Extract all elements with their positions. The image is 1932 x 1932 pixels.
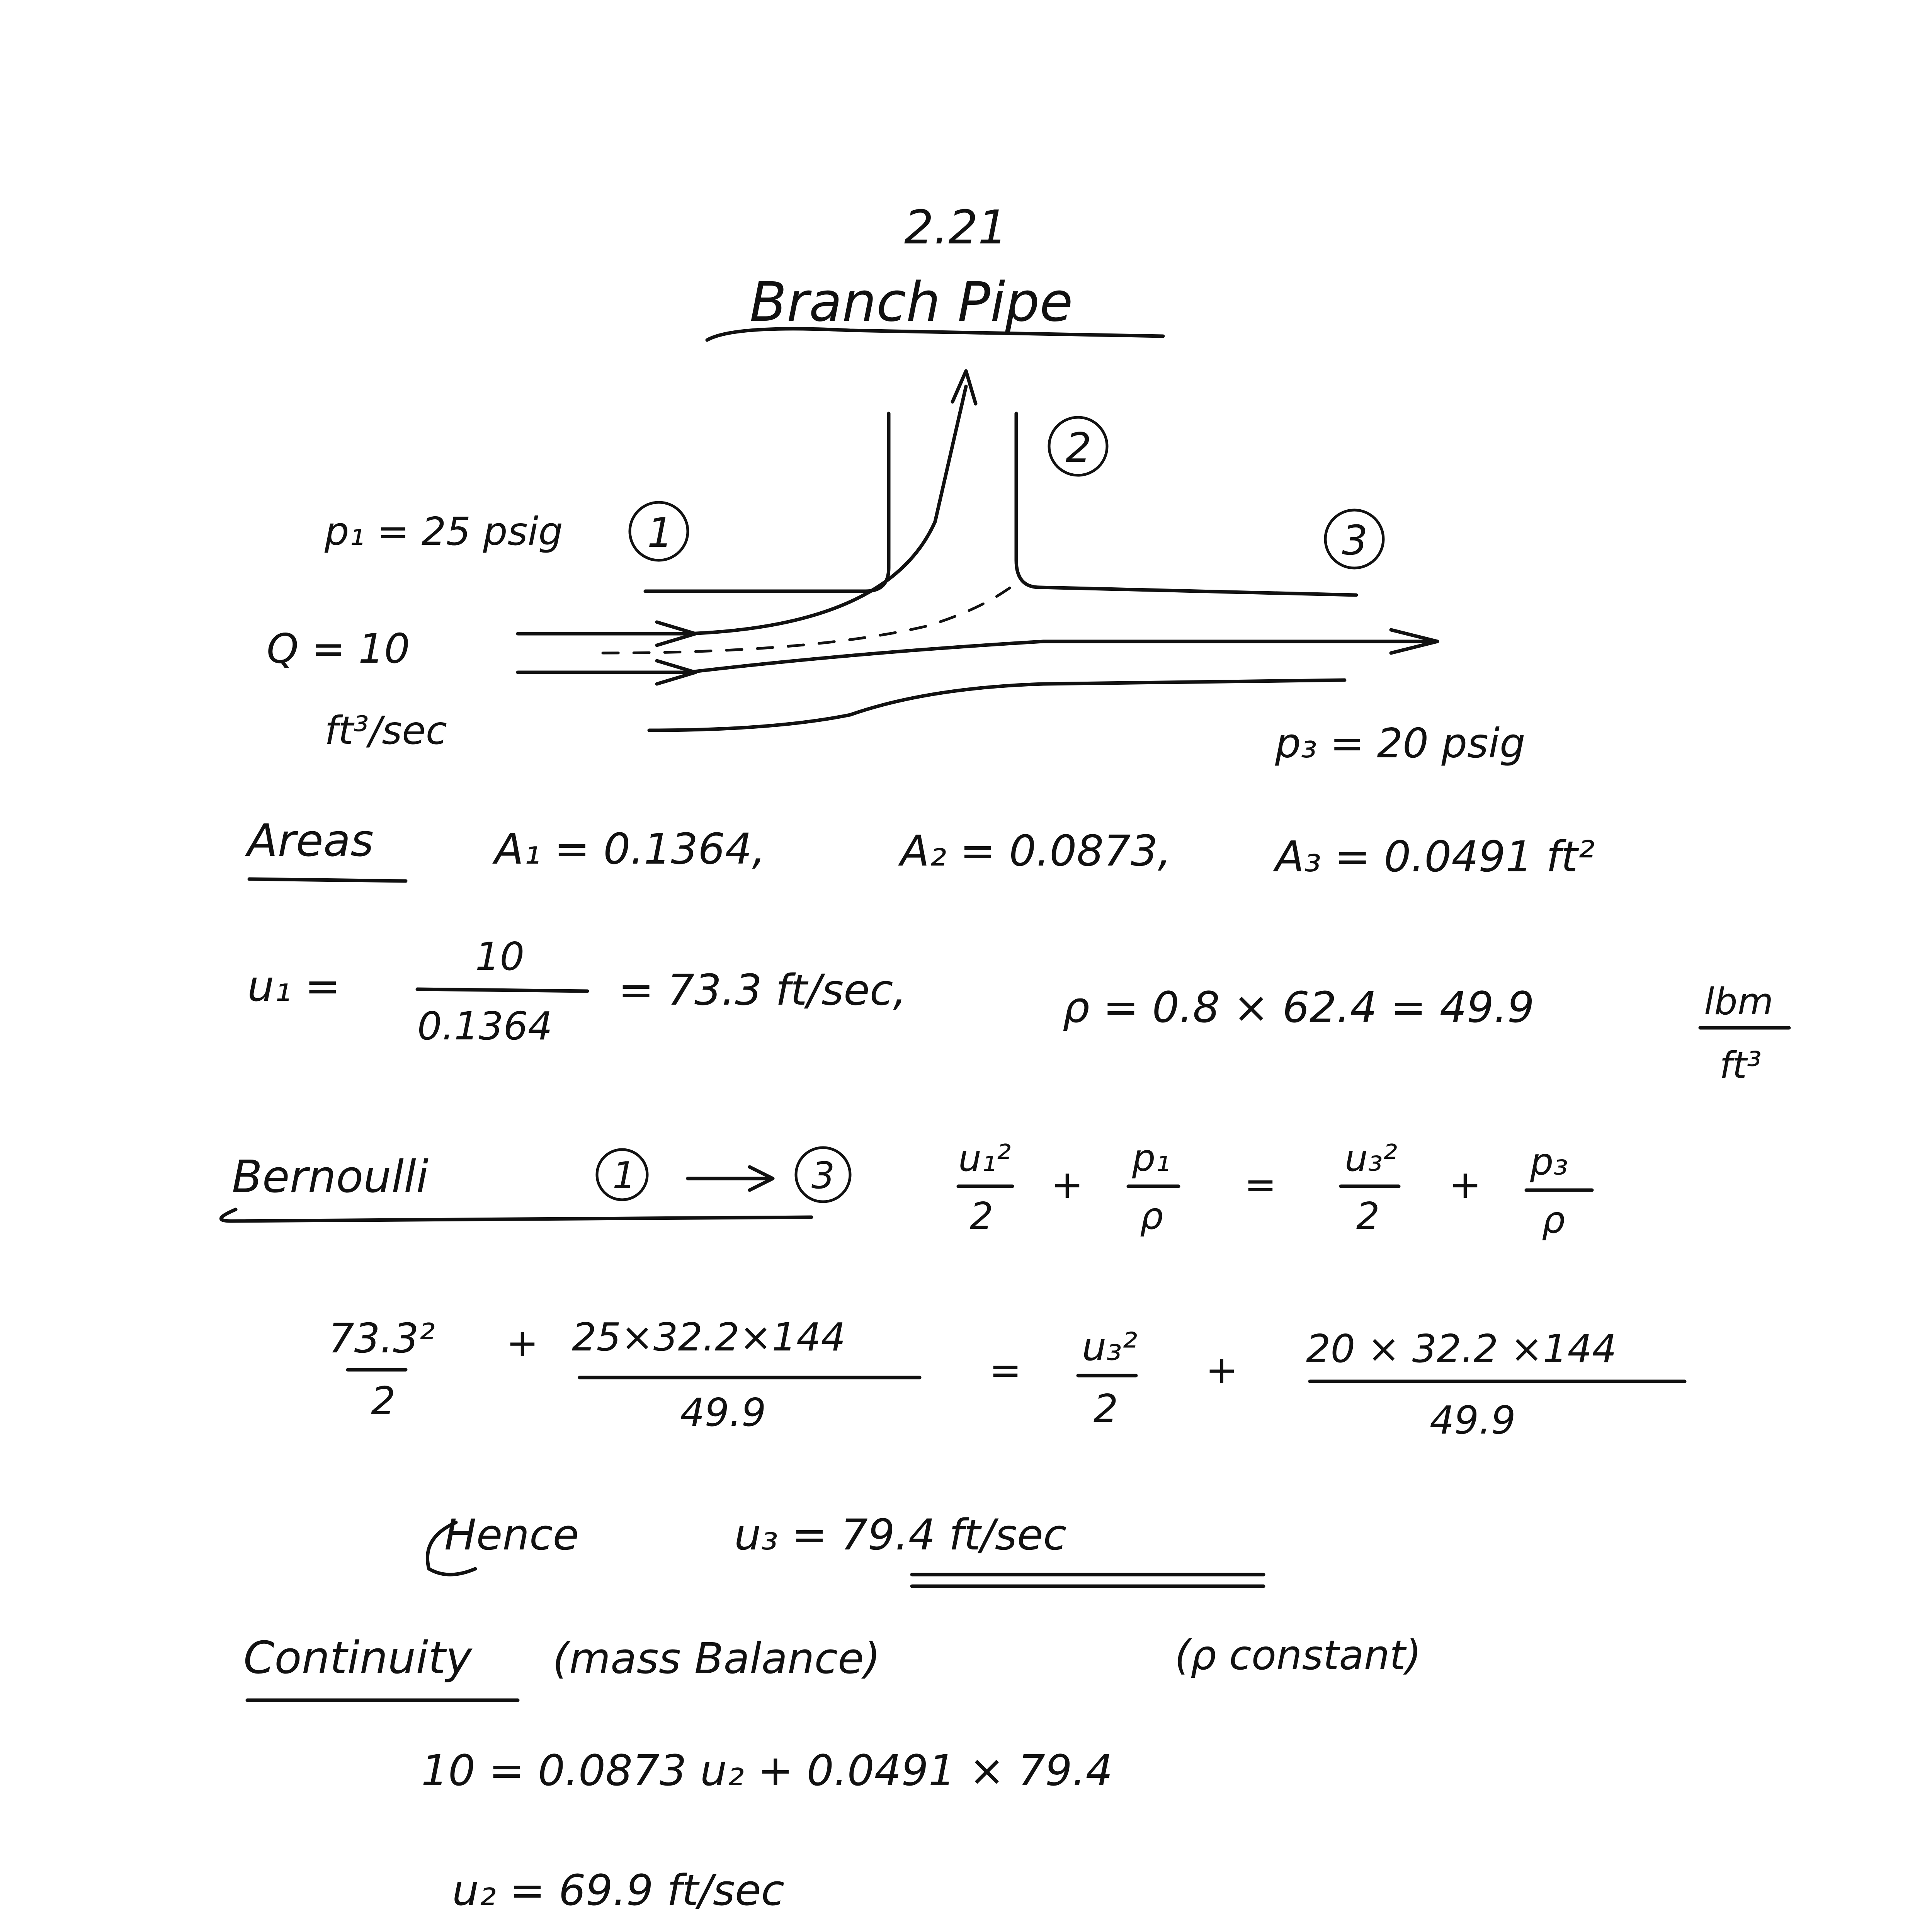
continuity-note: (mass Balance)	[553, 1634, 881, 1683]
u1-denominator: 0.1364	[417, 1003, 553, 1049]
area-a1: A₁ = 0.1364,	[495, 824, 766, 874]
page-title: Branch Pipe	[750, 271, 1073, 334]
b13-t3-den: 2	[1356, 1195, 1380, 1238]
b13-plus2: +	[1449, 1162, 1481, 1207]
station-3-label: 3	[1342, 517, 1368, 564]
station-1-label: 1	[647, 509, 673, 556]
continuity-heading: Continuity	[243, 1632, 472, 1684]
b13n-t2-num: 25×32.2×144	[572, 1315, 846, 1360]
b13n-plus1: +	[506, 1320, 539, 1366]
p1-label: p₁ = 25 psig	[325, 509, 563, 554]
continuity-note-2: (ρ constant)	[1175, 1632, 1422, 1679]
b13n-plus2: +	[1206, 1347, 1238, 1393]
continuity-result: u₂ = 69.9 ft/sec	[452, 1866, 785, 1915]
branch-wall-left	[645, 413, 889, 591]
rho-unit-denominator: ft³	[1719, 1044, 1762, 1087]
u1-numerator: 10	[475, 934, 525, 979]
branch-streamline	[688, 386, 966, 634]
b13-t4-den: ρ	[1542, 1199, 1565, 1242]
flow-rate-label: Q = 10	[267, 625, 410, 672]
b13-t1-num: u₁²	[958, 1137, 1011, 1180]
b13-t4-num: p₃	[1530, 1141, 1568, 1184]
b13n-eq: =	[989, 1347, 1022, 1393]
areas-heading: Areas	[247, 815, 374, 867]
flow-rate-unit: ft³/sec	[325, 708, 447, 753]
u1-result: = 73.3 ft/sec,	[618, 965, 907, 1015]
b13n-t3-den: 2	[1094, 1386, 1118, 1431]
hence-u3-word: Hence	[444, 1510, 579, 1560]
title-underline	[707, 329, 1163, 340]
b13n-t3-num: u₃²	[1082, 1324, 1138, 1369]
rho-unit-numerator: lbm	[1704, 981, 1774, 1023]
b13n-t1-den: 2	[371, 1378, 396, 1423]
b13-t1-den: 2	[970, 1195, 993, 1238]
bernoulli-13-from: 1	[612, 1155, 636, 1197]
bernoulli-13-to: 3	[811, 1155, 835, 1197]
u1-lhs: u₁ =	[247, 961, 340, 1011]
bernoulli-13-underline	[221, 1209, 811, 1221]
b13n-t1-num: 73.3²	[328, 1315, 435, 1362]
bernoulli-13-heading: Bernoulli	[232, 1151, 429, 1203]
b13n-t4-den: 49.9	[1430, 1398, 1516, 1443]
bernoulli-13-arrow	[688, 1167, 773, 1190]
area-a2: A₂ = 0.0873,	[900, 826, 1172, 876]
b13-t2-den: ρ	[1140, 1195, 1163, 1238]
b13-t2-num: p₁	[1132, 1137, 1170, 1180]
u1-fraction-bar	[417, 989, 587, 991]
area-a3: A₃ = 0.0491 ft²	[1275, 832, 1595, 881]
p3-label: p₃ = 20 psig	[1275, 720, 1526, 767]
b13-t3-num: u₃²	[1345, 1137, 1398, 1180]
b13n-t2-den: 49.9	[680, 1390, 766, 1435]
result-u3: u₃ = 79.4 ft/sec	[734, 1510, 1067, 1560]
station-2-label: 2	[1066, 424, 1092, 471]
areas-underline	[249, 879, 406, 881]
b13-plus1: +	[1051, 1162, 1083, 1207]
rho-expression: ρ = 0.8 × 62.4 = 49.9	[1063, 983, 1534, 1032]
main-pipe-bottom-wall	[649, 680, 1345, 730]
problem-number: 2.21	[904, 201, 1008, 255]
b13-eq: =	[1244, 1162, 1277, 1207]
b13n-t4-num: 20 × 32.2 ×144	[1306, 1326, 1617, 1371]
continuity-equation: 10 = 0.0873 u₂ + 0.0491 × 79.4	[421, 1746, 1113, 1795]
